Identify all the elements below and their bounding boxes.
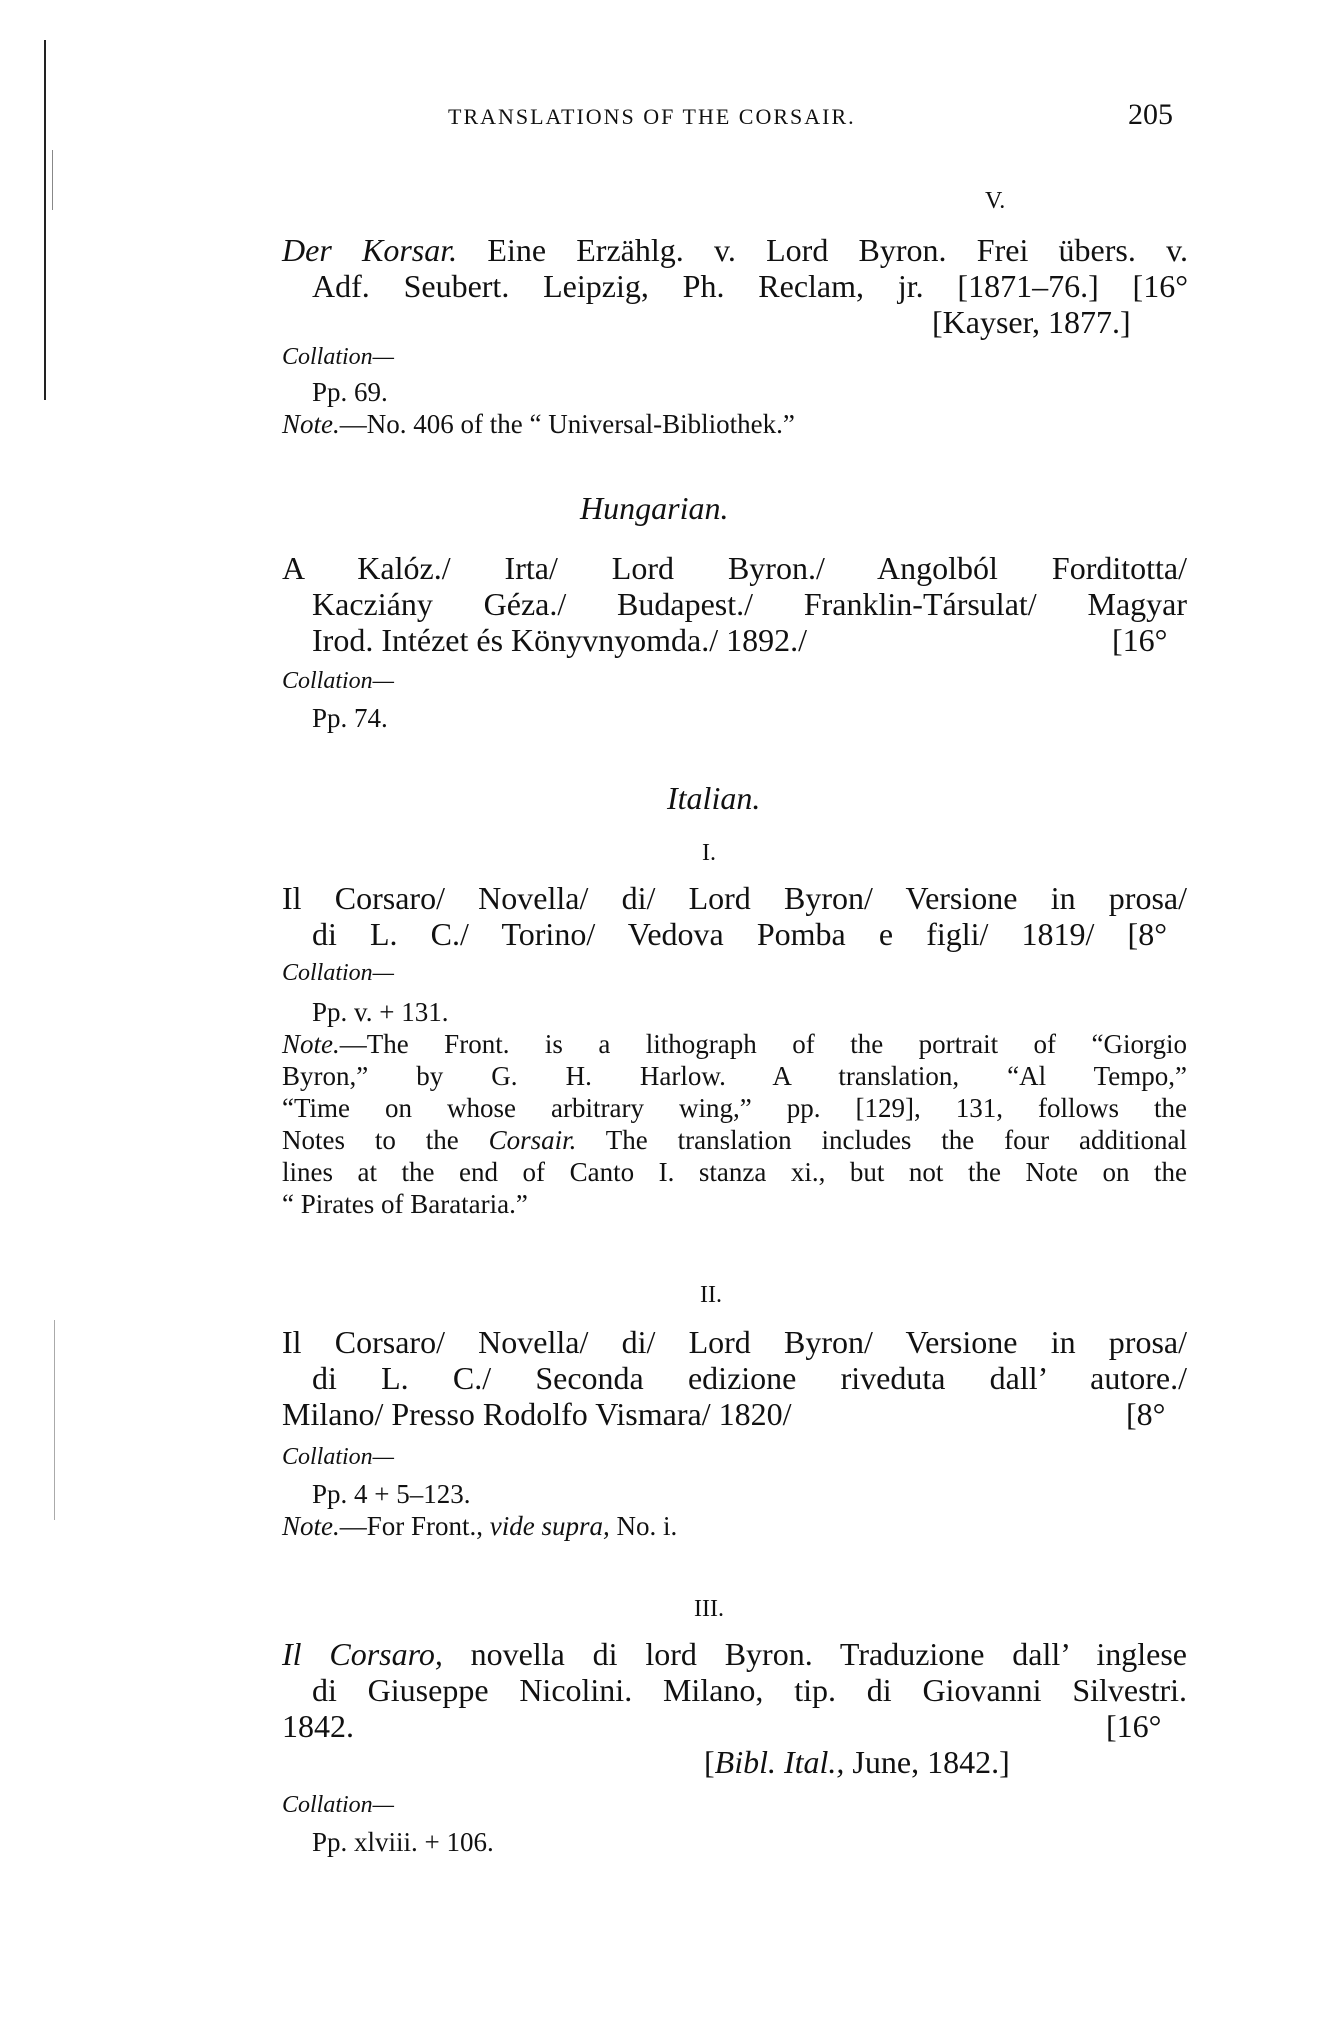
note: Byron,” by G. H. Harlow. A translation, “Al Tempo,” [282, 1061, 1187, 1091]
entry-number: I. [702, 840, 716, 866]
scan-edge-mark [44, 40, 46, 400]
note: Note.—For Front., vide supra, No. i. [282, 1511, 678, 1541]
source-citation: [Bibl. Ital., June, 1842.] [704, 1744, 1010, 1780]
note: Notes to the Corsair. The translation includes the four additional [282, 1125, 1187, 1155]
entry-line: Kacziány Géza./ Budapest./ Franklin-Társulat/ Magyar [312, 586, 1187, 622]
section-heading: Hungarian. [580, 490, 729, 526]
entry-number: III. [694, 1596, 724, 1622]
entry-number: V. [985, 188, 1006, 214]
collation-label: Collation— [282, 344, 395, 370]
section-heading: Italian. [667, 780, 761, 816]
entry-line: Il Corsaro/ Novella/ di/ Lord Byron/ Versione in prosa/ [282, 880, 1187, 916]
entry-line: Adf. Seubert. Leipzig, Ph. Reclam, jr. [1871–76.] [16° [312, 268, 1188, 304]
collation-pages: Pp. v. + 131. [312, 997, 449, 1027]
format-size: [16° [1112, 622, 1168, 658]
entry-line: Il Corsaro, novella di lord Byron. Traduzione dall’ inglese [282, 1636, 1188, 1672]
note: Note.—No. 406 of the “ Universal-Bibliothek.” [282, 409, 795, 439]
collation-pages: Pp. 4 + 5–123. [312, 1479, 471, 1509]
scan-edge-mark [52, 150, 53, 210]
note: lines at the end of Canto I. stanza xi., but not the Note on the [282, 1157, 1187, 1187]
entry-line: Der Korsar. Eine Erzählg. v. Lord Byron. Frei übers. v. [282, 232, 1189, 268]
book-title: Il Corsaro, [282, 1636, 443, 1672]
entry-line: Il Corsaro/ Novella/ di/ Lord Byron/ Versione in prosa/ [282, 1324, 1187, 1360]
note: “Time on whose arbitrary wing,” pp. [129], 131, follows the [282, 1093, 1187, 1123]
entry-line: di Giuseppe Nicolini. Milano, tip. di Giovanni Silvestri. [312, 1672, 1187, 1708]
collation-label: Collation— [282, 1792, 395, 1818]
entry-line: A Kalóz./ Irta/ Lord Byron./ Angolból Forditotta/ [282, 550, 1187, 586]
entry-number: II. [700, 1282, 722, 1308]
entry-line: di L. C./ Torino/ Vedova Pomba e figli/ 1819/ [8° [312, 916, 1167, 952]
collation-label: Collation— [282, 1444, 395, 1470]
collation-pages: Pp. 74. [312, 703, 388, 733]
collation-pages: Pp. xlviii. + 106. [312, 1827, 494, 1857]
format-size: [8° [1126, 1396, 1166, 1432]
note: Note.—The Front. is a lithograph of the portrait of “Giorgio [282, 1029, 1187, 1059]
scan-edge-mark [54, 1320, 55, 1520]
collation-label: Collation— [282, 668, 395, 694]
entry-line: Milano/ Presso Rodolfo Vismara/ 1820/ [282, 1396, 792, 1432]
entry-line: Irod. Intézet és Könyvnyomda./ 1892./ [312, 622, 807, 658]
collation-label: Collation— [282, 960, 395, 986]
source-citation: [Kayser, 1877.] [932, 304, 1131, 340]
entry-line: 1842. [282, 1708, 354, 1744]
collation-pages: Pp. 69. [312, 377, 388, 407]
entry-line: di L. C./ Seconda edizione riveduta dall’ autore./ [312, 1360, 1187, 1396]
book-title: Der Korsar. [282, 232, 458, 268]
note: “ Pirates of Barataria.” [282, 1189, 528, 1219]
page-number: 205 [1128, 98, 1173, 131]
format-size: [16° [1106, 1708, 1162, 1744]
running-header: TRANSLATIONS OF THE CORSAIR. [448, 104, 856, 129]
